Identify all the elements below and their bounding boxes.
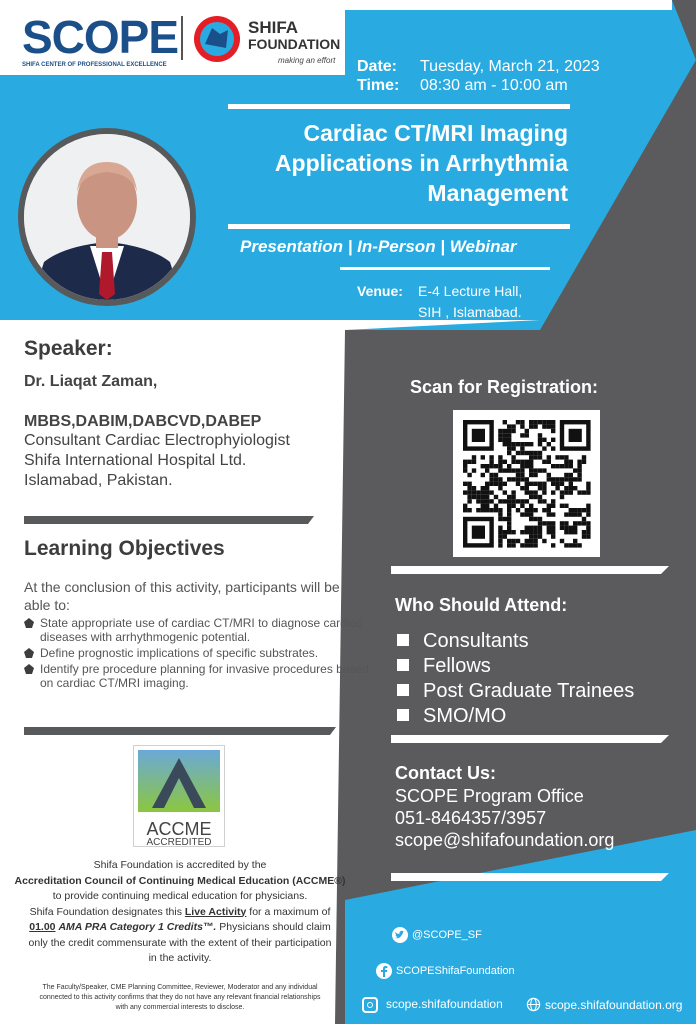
contact-email[interactable]: scope@shifafoundation.org <box>395 830 615 850</box>
shifa-emblem-icon <box>192 14 242 64</box>
registration-heading: Scan for Registration: <box>410 377 599 397</box>
speaker-org: Shifa International Hospital Ltd. <box>24 452 247 469</box>
registration-qr-code[interactable] <box>453 410 600 557</box>
divider-contact <box>391 873 669 881</box>
square-bullet-icon <box>397 709 409 721</box>
speaker-photo <box>18 128 196 306</box>
time-value: 08:30 am - 10:00 am <box>420 77 568 94</box>
attend-heading: Who Should Attend: <box>395 595 568 615</box>
venue-line2: SIH , Islamabad. <box>418 304 522 320</box>
objectives-intro: At the conclusion of this activity, participants will be able to: <box>24 579 340 613</box>
shifa-foundation-logo: SHIFA FOUNDATION making an effort <box>192 14 342 74</box>
instagram-icon <box>362 997 378 1013</box>
social-twitter[interactable]: @SCOPE_SF <box>392 927 482 943</box>
speaker-location: Islamabad, Pakistan. <box>24 472 173 489</box>
venue-label: Venue: <box>357 283 403 299</box>
attend-list <box>397 629 634 729</box>
contact-phone[interactable]: 051-8464357/3957 <box>395 808 547 828</box>
accme-logo: ACCME ACCREDITED <box>133 745 225 847</box>
social-instagram[interactable]: scope.shifafoundation <box>362 997 503 1013</box>
objective-item: Define prognostic implications of specific substrates. <box>24 646 376 660</box>
time-label: Time: <box>357 77 400 94</box>
twitter-icon <box>392 927 408 943</box>
attend-item: Consultants <box>397 629 634 654</box>
contact-heading: Contact Us: <box>395 763 497 783</box>
square-bullet-icon <box>397 684 409 696</box>
date-label: Date: <box>357 58 398 75</box>
facebook-icon <box>376 963 392 979</box>
venue-line1: E-4 Lecture Hall, <box>418 283 523 299</box>
divider-objectives <box>24 727 336 735</box>
divider-format <box>340 267 550 270</box>
attend-item: Post Graduate Trainees <box>397 679 634 704</box>
divider-speaker <box>24 516 314 524</box>
divider-attend <box>391 735 669 743</box>
social-facebook[interactable]: SCOPEShifaFoundation <box>376 963 515 979</box>
divider-title-bottom <box>228 224 570 229</box>
square-bullet-icon <box>397 634 409 646</box>
speaker-credentials: MBBS,DABIM,DABCVD,DABEP <box>24 413 262 430</box>
scope-logo: SCOPE SHIFA CENTER OF PROFESSIONAL EXCELLENCE <box>22 11 179 68</box>
globe-icon <box>526 997 541 1015</box>
pentagon-bullet-icon <box>24 618 34 628</box>
speaker-role: Consultant Cardiac Electrophyiologist <box>24 432 290 449</box>
attend-item: SMO/MO <box>397 704 634 729</box>
event-format: Presentation | In-Person | Webinar <box>240 237 517 256</box>
qr-code-icon <box>453 410 600 557</box>
date-value: Tuesday, March 21, 2023 <box>420 58 600 75</box>
event-title: Cardiac CT/MRI Imaging Applications in Arrhythmia Management <box>274 120 568 206</box>
logo-divider <box>181 16 183 60</box>
disclosure-statement: The Faculty/Speaker, CME Planning Committee, Reviewer, Moderator and any individual connected to this activity confirms that they do not have any relevant financial relationships with any commercial interests to disclose. <box>39 984 321 1011</box>
objective-item: Identify pre procedure planning for invasive procedures based on cardiac CT/MRI imaging. <box>24 662 376 690</box>
contact-office: SCOPE Program Office <box>395 786 584 806</box>
pentagon-bullet-icon <box>24 664 34 674</box>
divider-title-top <box>228 104 570 109</box>
divider-registration <box>391 566 669 574</box>
objectives-heading: Learning Objectives <box>24 537 225 560</box>
pentagon-bullet-icon <box>24 648 34 658</box>
accreditation-statement: Shifa Foundation is accredited by the Accreditation Council of Continuing Medical Education (ACCME®) to provide continuing medical education for physicians. Shifa Foundation designates this Live Activity for a maximum of 01.00 AMA PRA Category 1 Credits™. Physicians should claim only the credit commensurate with the extent of their participation in the activity. <box>14 859 346 964</box>
speaker-heading: Speaker: <box>24 337 113 360</box>
attend-item: Fellows <box>397 654 634 679</box>
social-website[interactable]: scope.shifafoundation.org <box>526 997 682 1015</box>
accme-triangle-icon <box>134 746 224 816</box>
objectives-list <box>24 616 376 690</box>
speaker-portrait-icon <box>24 134 190 300</box>
square-bullet-icon <box>397 659 409 671</box>
speaker-name: Dr. Liaqat Zaman, <box>24 373 158 390</box>
objective-item: State appropriate use of cardiac CT/MRI to diagnose cardiac diseases with arrhythmogenic potential. <box>24 616 376 644</box>
